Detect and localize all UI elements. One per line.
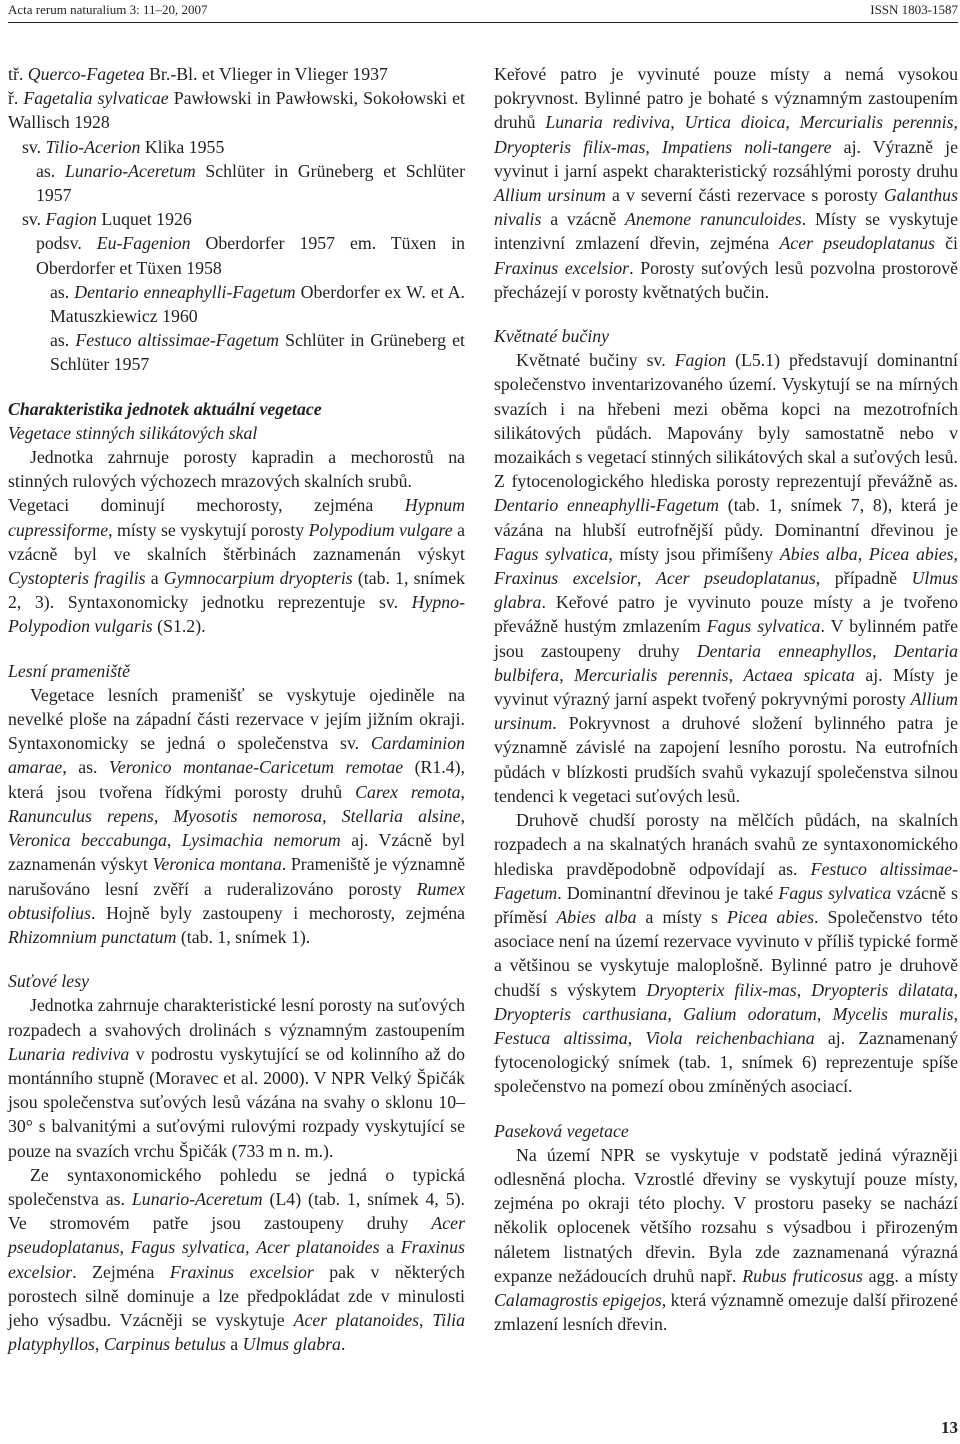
syntax-entry: podsv. Eu-Fagenion Oberdorfer 1957 em. Tüxen in Oberdorfer et Tüxen 1958 [36,233,466,278]
text-run: . Hojně byly zastoupeny i mechorosty, zejména [91,902,465,923]
text-run: vzácně s příměsí [494,882,958,927]
species-name: Calamagrostis epigejos [494,1289,662,1310]
text-run: a [145,568,164,589]
species-name: Allium ursinum [494,689,958,734]
species-name: Urtica dioica [684,112,786,133]
text-run: (L5.1) představují dominantní společenstvo inventarizovaného území. Vyskytují se na mírných svazích i na hřebeni mezi oběma kopci na mezotrofních silikátových půdách. Mapovány byly samostatně nebo v mozaikách s vegetací stinných silikátových skal a suťových lesů. Z fytocenologického hlediska porosty reprezentují převážně as. [494,350,958,492]
text-run: (tab. 1, snímek 2, 3). Syntaxonomicky jednotku reprezentuje sv. [8,568,465,613]
species-name: Dryopteris filix-mas [494,136,646,157]
text-run: . Místy se vyskytuje intenzivní zmlazení dřevin, zejména [494,209,958,254]
text-run: , [953,979,959,1000]
text-run: (S1.2). [152,616,206,637]
text-run: , [419,1309,433,1330]
species-name: Galanthus nivalis [494,185,958,230]
running-header [8,0,958,23]
paragraph [8,493,465,638]
species-name: Lunaria rediviva [8,1043,130,1064]
species-name: Ranunculus repens [8,805,154,826]
species-name: Fagus sylvatica [706,616,821,637]
species-name: Fagus sylvatica [778,882,892,903]
text-run: , [872,640,894,661]
subheading-stinne: Vegetace stinných silikátových skal [8,422,258,443]
text-run: , [245,1237,257,1258]
species-name: Fraxinus excelsior [494,568,637,589]
paragraph [8,1163,465,1357]
species-name: Galium odoratum [683,1003,817,1024]
text-run: . Prameniště je významně narušováno lesní zvěří a ruderalizováno porosty [8,854,465,899]
syntax-entry: sv. Fagion Luquet 1926 [22,209,192,230]
text-run: , [322,805,342,826]
syntax-entry: as. Dentario enneaphylli-Fagetum Oberdorfer ex W. et A. Matuszkiewicz 1960 [50,281,465,327]
species-name: Cystopteris fragilis [8,568,146,589]
species-name: Abies alba [556,906,637,927]
subheading-kvetnate: Květnaté bučiny [494,326,610,347]
species-name: Fraxinus excelsior [169,1261,314,1282]
species-name: Veronico montanae-Caricetum remotae [108,757,404,778]
species-name: Fraxinus excelsior [8,1237,465,1282]
text-run: , [857,543,869,564]
syntax-entry: sv. Tilio-Acerion Klika 1955 [22,136,225,157]
species-name: Hypnum cupressiforme [8,495,465,540]
text-run: , která významně omezuje další přirozené zmlazení lesních dřevin. [494,1289,959,1335]
species-name: Lysimachia nemorum [181,830,341,851]
text-run: , [166,830,182,851]
species-name: Mercurialis perennis [799,112,954,133]
species-name: Stellaria alsine [341,805,461,826]
text-run: Vegetace lesních pramenišť se vyskytuje ojediněle na nevelké ploše na západní části rezervace v jejím jižním okraji. Syntaxonomicky se jedná o společenstva sv. [8,684,465,754]
section-heading: Charakteristika jednotek aktuální vegetace [8,398,322,419]
paragraph [494,348,958,808]
species-name: Fraxinus excelsior [494,257,630,278]
species-name: Viola reichenbachiana [645,1027,815,1048]
text-run: , [627,1027,646,1048]
text-run: (R1.4), která jsou tvořena řídkými porosty druhů [8,757,465,802]
syntax-entry: tř. Querco-Fagetea Br.-Bl. et Vlieger in Vlieger 1937 [8,64,388,84]
text-run: , [645,136,663,157]
text-run: , [94,1334,104,1355]
species-name: Veronica beccabunga [8,830,167,851]
species-name: Anemone ranunculoides [625,209,802,230]
text-run: . Společenstvo této asociace není na území rezervace vyvinuto v příliš typické formě a většinou se vyskytuje maloplošně. Bylinné patro je druhově chudší s výskytem [494,906,959,1000]
species-name: Rumex obtusifolius [8,878,465,923]
text-run: Na území NPR se vyskytuje v podstatě jediná výrazněji odlesněná plocha. Vzrostlé dřeviny se vyskytují pouze místy, zejména po okraji této plochy. V prostoru paseky se nachází několik oplocenek většího rozsahu s výsadbou i přirozeným náletem listnatých dřevin. Byla zde zaznamenaná výrazná expanze nežádoucích druhů např. [494,1144,958,1286]
text-run: , [670,112,685,133]
species-name: Dentaria bulbifera [494,640,958,685]
text-run: , [460,805,466,826]
text-run: , [785,112,800,133]
text-run: Jednotka zahrnuje charakteristické lesní porosty na suťových rozpadech a svahových drolinách s významným zastoupením [8,995,465,1040]
text-run: . Zejména [72,1261,170,1282]
right-column [494,62,958,1336]
text-run: , [728,664,744,685]
species-name: Picea abies [868,543,954,564]
species-name: Hypno-Polypodion vulgaris [8,592,465,637]
species-name: Veronica montana [152,854,282,875]
species-name: Allium ursinum [494,185,606,206]
text-run: . Keřové patro je vyvinuto pouze místy a je tvořeno převážně hustým zmlazením [494,592,958,637]
text-run: . Porosty suťových lesů pozvolna prostorově přecházejí v porosty květnatých bučin. [494,257,958,302]
species-name: Acer platanoides [293,1309,420,1330]
syntax-entry: as. Festuco altissimae-Fagetum Schlüter in Grüneberg et Schlüter 1957 [50,330,465,375]
text-run: (L4) (tab. 1, snímek 4, 5). Ve stromovém patře jsou zastoupeny druhy [8,1188,466,1234]
species-name: Gymnocarpium dryopteris [163,568,353,589]
species-name: Acer pseudoplatanus [779,233,935,254]
species-name: Abies alba [779,543,858,564]
text-run: . Pokryvnost a druhové složení bylinného patra je významně závislé na zapojení lesního porostu. Na eutrofních půdách v blízkosti prudších svahů vykazují společenstva silnou tendenci k vegetaci suťových lesů. [494,713,958,806]
species-name: Festuco altissimae-Fagetum [494,858,958,903]
syntax-entry: ř. Fagetalia sylvaticae Pawłowski in Pawłowski, Sokołowski et Wallisch 1928 [8,88,465,133]
journal-citation: Acta rerum naturalium 3: 11–20, 2007 [8,2,208,17]
text-run: (tab. 1, snímek 1). [176,926,311,947]
syntax-list [8,62,465,377]
text-run: či [934,233,959,254]
species-name: Fagus sylvatica [494,543,609,564]
species-name: Tilia platyphyllos [8,1309,465,1355]
species-name: Carpinus betulus [103,1334,226,1355]
text-run: , případně [815,568,912,589]
text-run: , [460,781,465,802]
species-name: Fagion [674,350,727,371]
species-name: Dryopterix filix-mas [646,979,797,1000]
text-run: , [796,979,812,1000]
species-name: Acer platanoides [256,1237,380,1258]
subheading-sutove: Suťové lesy [8,971,90,992]
text-run: a místy s [636,906,727,927]
species-name: Dentario enneaphylli-Fagetum [494,495,720,516]
paragraph [8,993,465,1162]
paragraph: Jednotka zahrnuje porosty kapradin a mechorostů na stinných rulových výchozech mrazových skalních srubů. [8,447,465,492]
text-run: , [953,1003,959,1024]
species-name: Mycelis muralis [832,1003,954,1024]
subheading-prameniste: Lesní prameniště [8,660,130,681]
species-name: Cardaminion amarae [8,733,465,778]
text-run: (tab. 1, snímek 7, 8), která je vázána na hlubší eutrofnější půdy. Dominantní dřevinou je [494,495,958,540]
text-run: a [379,1237,401,1258]
text-run: , as. [62,757,109,778]
text-run: aj. Výrazně je vyvinut i jarní aspekt charakteristický rozsáhlými porosty druhu [494,136,958,181]
text-run: , [153,805,174,826]
text-run: pak v některých porostech silně dominuje a lze předpokládat zde v minulosti jeho výsadbu. Vzácněji se vyskytuje [8,1261,465,1330]
species-name: Dentaria enneaphyllos [696,640,873,661]
text-run: Vegetaci dominují mechorosty, zejména [8,495,405,516]
species-name: Ulmus glabra [242,1334,341,1355]
species-name: Impatiens noli-tangere [662,136,832,157]
text-run: Květnaté bučiny sv. [516,350,675,371]
text-run: a vzácně [541,209,626,230]
subheading-pasekova: Paseková vegetace [494,1120,629,1141]
text-run: a v severní části rezervace s porosty [605,185,884,206]
text-run: , [816,1003,833,1024]
species-name: Dryopteris carthusiana [494,1003,668,1024]
text-run: , [119,1237,131,1258]
text-run: a vzácně byl ve skalních štěrbinách zaznamenán výskyt [8,519,466,564]
species-name: Actaea spicata [743,664,855,685]
text-run: . V bylinném patře jsou zastoupeny druhy [494,616,958,661]
paragraph [494,1143,958,1337]
text-run: a [225,1334,243,1355]
species-name: Lunaria rediviva [545,112,671,133]
text-run: . [340,1334,346,1355]
text-run: Keřové patro je vyvinuté pouze místy a nemá vysokou pokryvnost. Bylinné patro je bohaté s významným zastoupením druhů [494,64,958,133]
species-name: Festuca altissima [494,1027,628,1048]
text-run: Ze syntaxonomického pohledu se jedná o typická společenstva as. [8,1164,465,1209]
text-run: aj. Vzácně byl zaznamenán výskyt [8,830,465,875]
text-run: , [953,543,958,564]
species-name: Acer pseudoplatanus [656,568,816,589]
species-name: Myosotis nemorosa [173,805,323,826]
text-run: , [636,568,656,589]
left-column [8,62,465,1356]
text-run: . Dominantní dřevinou je také [557,882,779,903]
text-run: , místy jsou přimíšeny [608,543,780,564]
species-name: Mercurialis perennis [574,664,729,685]
species-name: Rubus fruticosus [742,1265,863,1286]
species-name: Picea abies [726,906,815,927]
species-name: Acer pseudoplatanus [8,1213,465,1258]
species-name: Carex remota [355,781,461,802]
paragraph [494,808,958,1098]
text-run: Druhově chudší porosty na mělčích půdách, na skalních rozpadech a na skalnatých hranách svahů ze syntaxonomického hlediska pravděpodobně odpovídají as. [494,810,958,879]
text-run: aj. Zaznamenaný fytocenologický snímek (tab. 1, snímek 6) reprezentuje spíše společenstvo na pomezí obou zmíněných asociací. [494,1027,959,1097]
text-run: , [559,664,575,685]
text-run: agg. a místy [862,1265,959,1286]
paragraph [494,62,958,304]
text-run: , [953,112,958,133]
text-run: aj. Místy je vyvinut výrazný jarní aspekt tvořený pokryvnými porosty [494,664,958,710]
species-name: Ulmus glabra [494,568,959,613]
species-name: Dryopteris dilatata [811,979,954,1000]
species-name: Polypodium vulgare [308,519,453,540]
species-name: Rhizomnium punctatum [8,926,177,947]
page-number: 13 [941,1418,958,1437]
species-name: Fagus sylvatica [130,1237,246,1258]
species-name: Lunario-Aceretum [131,1188,263,1209]
text-run: , [667,1003,684,1024]
syntax-entry: as. Lunario-Aceretum Schlüter in Grüneberg et Schlüter 1957 [36,160,465,206]
paragraph [8,683,465,949]
issn: ISSN 1803-1587 [870,2,958,17]
text-run: , místy se vyskytují porosty [108,519,309,540]
text-run: v podrostu vyskytující se od kolinního až do montánního stupně (Moravec et al. 2000). V NPR Velký Špičák jsou společenstva suťových lesů vázána na svahy o sklonu 10–30° s balvanitými a suťovými rulovými rozpady vyskytující se pouze na svazích vrchu Špičák (733 m n. m.). [8,1043,465,1161]
